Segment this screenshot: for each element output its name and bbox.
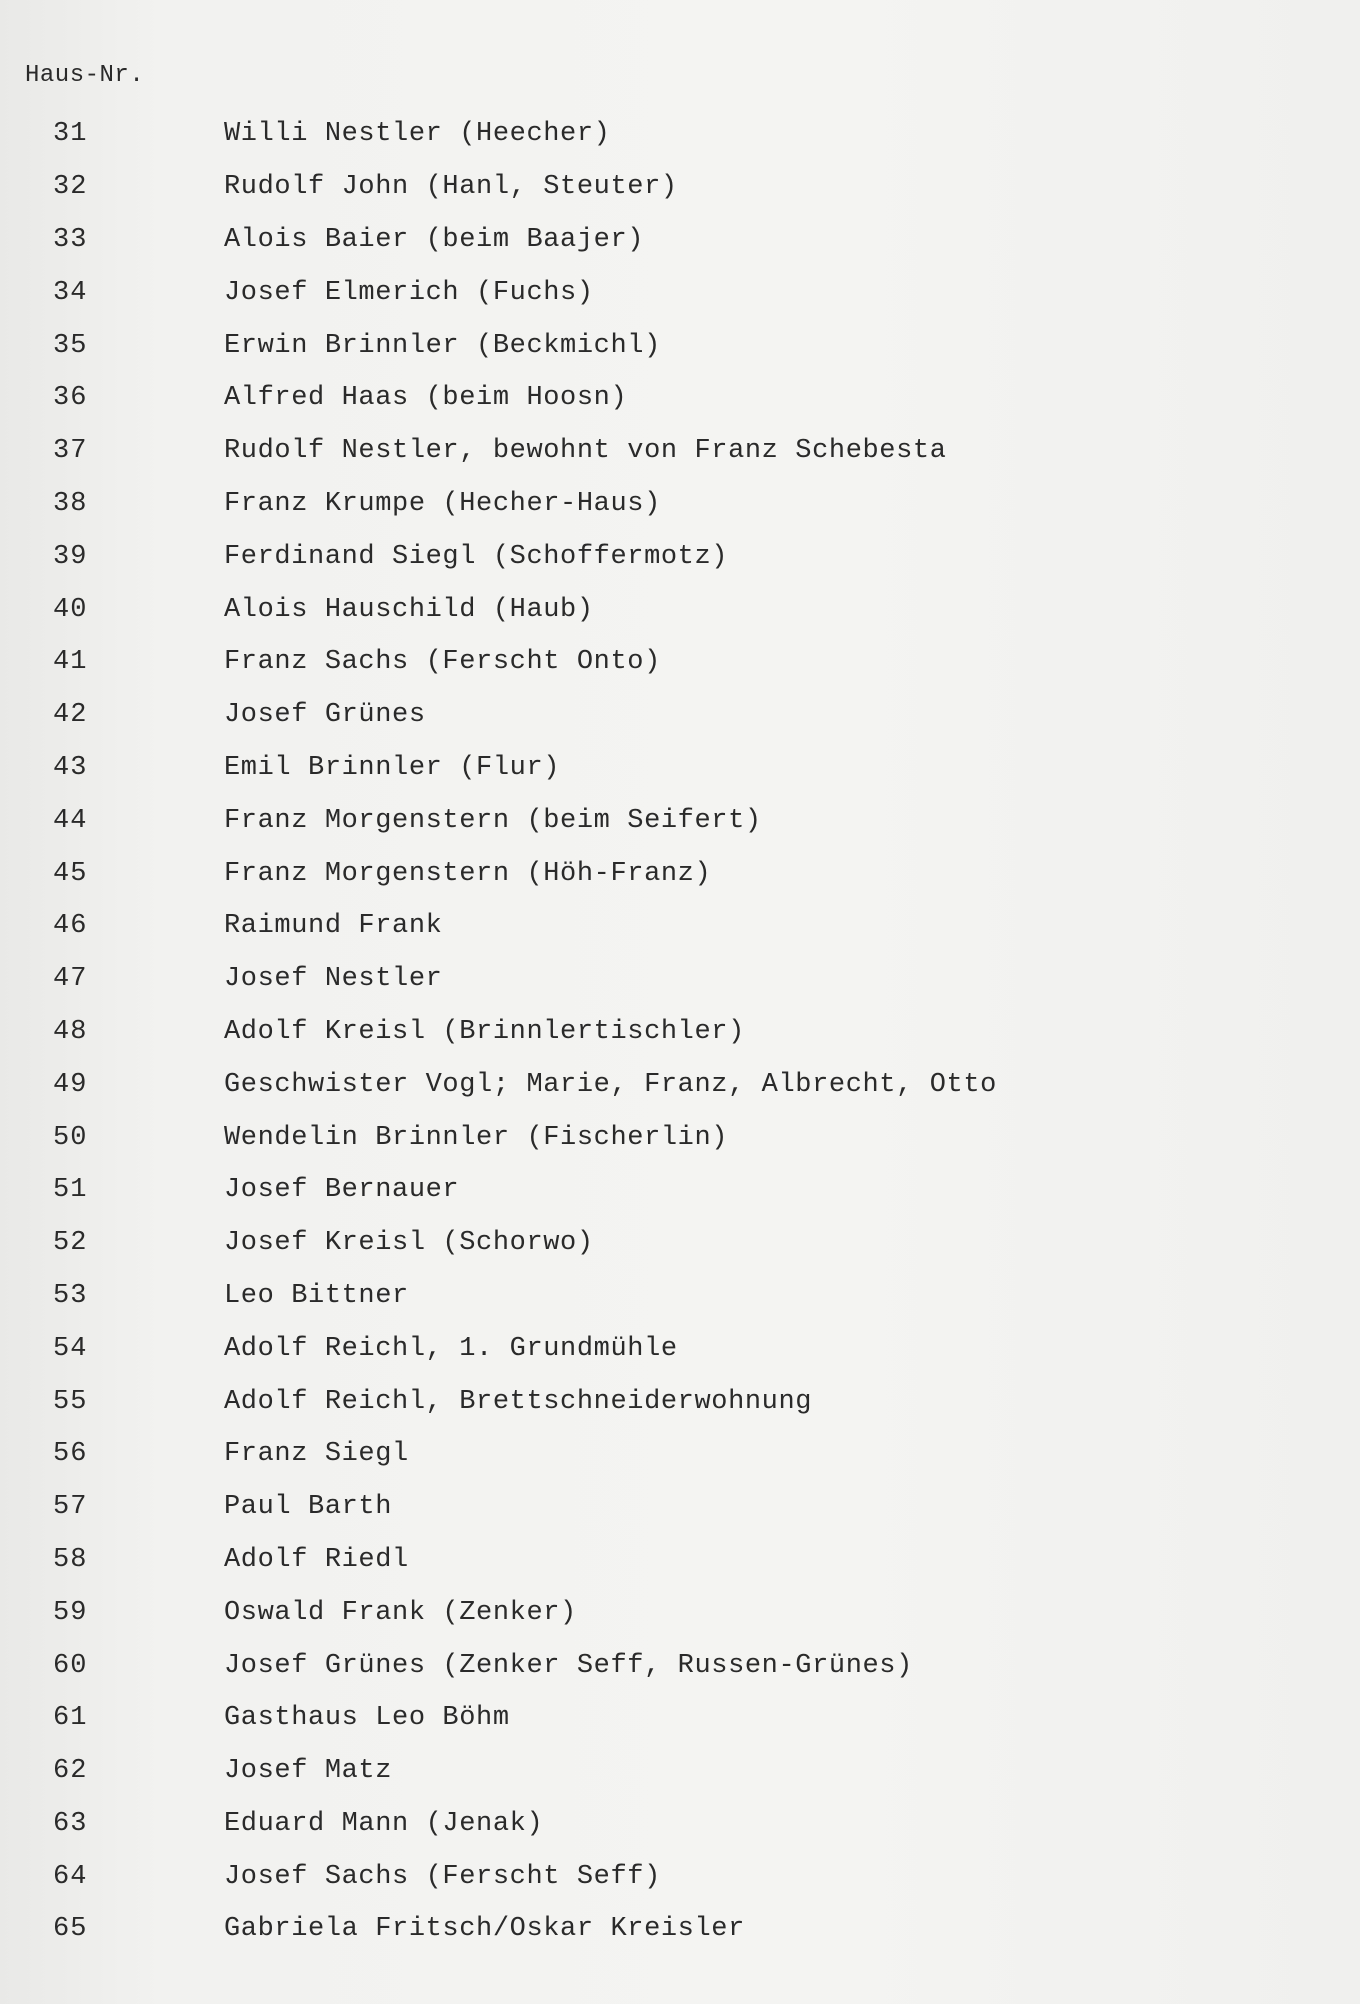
house-number: 44 (53, 805, 88, 836)
list-item (0, 214, 1120, 267)
resident-name: Franz Sachs (Ferscht Onto) (224, 647, 661, 678)
house-number: 53 (53, 1280, 88, 1311)
resident-name: Wendelin Brinnler (Fischerlin) (224, 1122, 729, 1153)
house-number: 38 (53, 488, 88, 519)
resident-name: Leo Bittner (224, 1280, 409, 1311)
list-item (0, 847, 1120, 900)
list-item (0, 1428, 1120, 1481)
list-item (0, 636, 1120, 689)
house-number: 42 (53, 700, 88, 731)
list-item (0, 1270, 1120, 1323)
house-number: 40 (53, 594, 88, 625)
house-number: 39 (53, 541, 88, 572)
list-item (0, 742, 1120, 795)
house-number: 61 (53, 1703, 88, 1734)
resident-name: Alois Baier (beim Baajer) (224, 224, 645, 255)
resident-name: Adolf Riedl (224, 1544, 409, 1575)
resident-name: Emil Brinnler (Flur) (224, 752, 561, 783)
list-item (0, 794, 1120, 847)
resident-name: Adolf Reichl, 1. Grundmühle (224, 1333, 678, 1364)
resident-name: Rudolf Nestler, bewohnt von Franz Schebesta (224, 436, 947, 467)
house-number: 43 (53, 752, 88, 783)
house-number: 56 (53, 1439, 88, 1470)
resident-name: Adolf Kreisl (Brinnlertischler) (224, 1016, 745, 1047)
house-number: 45 (53, 858, 88, 889)
list-item (0, 1006, 1120, 1059)
list-item (0, 583, 1120, 636)
list-item (0, 953, 1120, 1006)
house-number: 65 (53, 1914, 88, 1945)
list-item (0, 1850, 1120, 1903)
house-number: 33 (53, 224, 88, 255)
list-item (0, 1058, 1120, 1111)
list-item (0, 1903, 1120, 1956)
house-number: 31 (53, 119, 88, 150)
list-item (0, 1111, 1120, 1164)
resident-name: Gasthaus Leo Böhm (224, 1703, 510, 1734)
resident-name: Eduard Mann (Jenak) (224, 1808, 544, 1839)
resident-name: Franz Siegl (224, 1439, 409, 1470)
resident-name: Alfred Haas (beim Hoosn) (224, 383, 628, 414)
list-item (0, 478, 1120, 531)
house-number: 55 (53, 1386, 88, 1417)
house-number: 36 (53, 383, 88, 414)
resident-name: Josef Elmerich (Fuchs) (224, 277, 594, 308)
house-number: 62 (53, 1756, 88, 1787)
resident-name: Josef Grünes (Zenker Seff, Russen-Grünes) (224, 1650, 913, 1681)
house-list (0, 108, 1120, 1956)
list-item (0, 425, 1120, 478)
resident-name: Josef Nestler (224, 964, 443, 995)
house-number: 46 (53, 911, 88, 942)
list-item (0, 1322, 1120, 1375)
house-number: 60 (53, 1650, 88, 1681)
list-item (0, 266, 1120, 319)
house-number: 48 (53, 1016, 88, 1047)
resident-name: Geschwister Vogl; Marie, Franz, Albrecht, Otto (224, 1069, 997, 1100)
house-number: 63 (53, 1808, 88, 1839)
list-item (0, 319, 1120, 372)
house-number: 35 (53, 330, 88, 361)
house-number: 32 (53, 172, 88, 203)
resident-name: Rudolf John (Hanl, Steuter) (224, 172, 678, 203)
list-item (0, 1639, 1120, 1692)
house-number-header: Haus-Nr. (25, 62, 145, 89)
resident-name: Josef Grünes (224, 700, 426, 731)
resident-name: Franz Krumpe (Hecher-Haus) (224, 488, 661, 519)
list-item (0, 1164, 1120, 1217)
list-item (0, 1586, 1120, 1639)
resident-name: Josef Bernauer (224, 1175, 460, 1206)
list-item (0, 689, 1120, 742)
house-number: 34 (53, 277, 88, 308)
resident-name: Willi Nestler (Heecher) (224, 119, 611, 150)
list-item (0, 530, 1120, 583)
list-item (0, 1375, 1120, 1428)
resident-name: Raimund Frank (224, 911, 443, 942)
house-number: 37 (53, 436, 88, 467)
list-item (0, 1217, 1120, 1270)
resident-name: Adolf Reichl, Brettschneiderwohnung (224, 1386, 813, 1417)
resident-name: Erwin Brinnler (Beckmichl) (224, 330, 661, 361)
house-number: 47 (53, 964, 88, 995)
list-item (0, 1798, 1120, 1851)
resident-name: Josef Matz (224, 1756, 393, 1787)
house-number: 50 (53, 1122, 88, 1153)
list-item (0, 900, 1120, 953)
list-item (0, 1534, 1120, 1587)
resident-name: Paul Barth (224, 1492, 393, 1523)
house-number: 52 (53, 1228, 88, 1259)
list-item (0, 372, 1120, 425)
list-item (0, 161, 1120, 214)
house-number: 58 (53, 1544, 88, 1575)
resident-name: Ferdinand Siegl (Schoffermotz) (224, 541, 729, 572)
list-item (0, 1745, 1120, 1798)
resident-name: Franz Morgenstern (beim Seifert) (224, 805, 762, 836)
resident-name: Oswald Frank (Zenker) (224, 1597, 577, 1628)
house-number: 54 (53, 1333, 88, 1364)
resident-name: Josef Sachs (Ferscht Seff) (224, 1861, 661, 1892)
house-number: 51 (53, 1175, 88, 1206)
list-item (0, 1692, 1120, 1745)
resident-name: Franz Morgenstern (Höh-Franz) (224, 858, 712, 889)
resident-name: Josef Kreisl (Schorwo) (224, 1228, 594, 1259)
house-number: 41 (53, 647, 88, 678)
resident-name: Alois Hauschild (Haub) (224, 594, 594, 625)
list-item (0, 1481, 1120, 1534)
house-number: 57 (53, 1492, 88, 1523)
house-number: 64 (53, 1861, 88, 1892)
list-item (0, 108, 1120, 161)
house-number: 49 (53, 1069, 88, 1100)
resident-name: Gabriela Fritsch/Oskar Kreisler (224, 1914, 745, 1945)
house-number: 59 (53, 1597, 88, 1628)
